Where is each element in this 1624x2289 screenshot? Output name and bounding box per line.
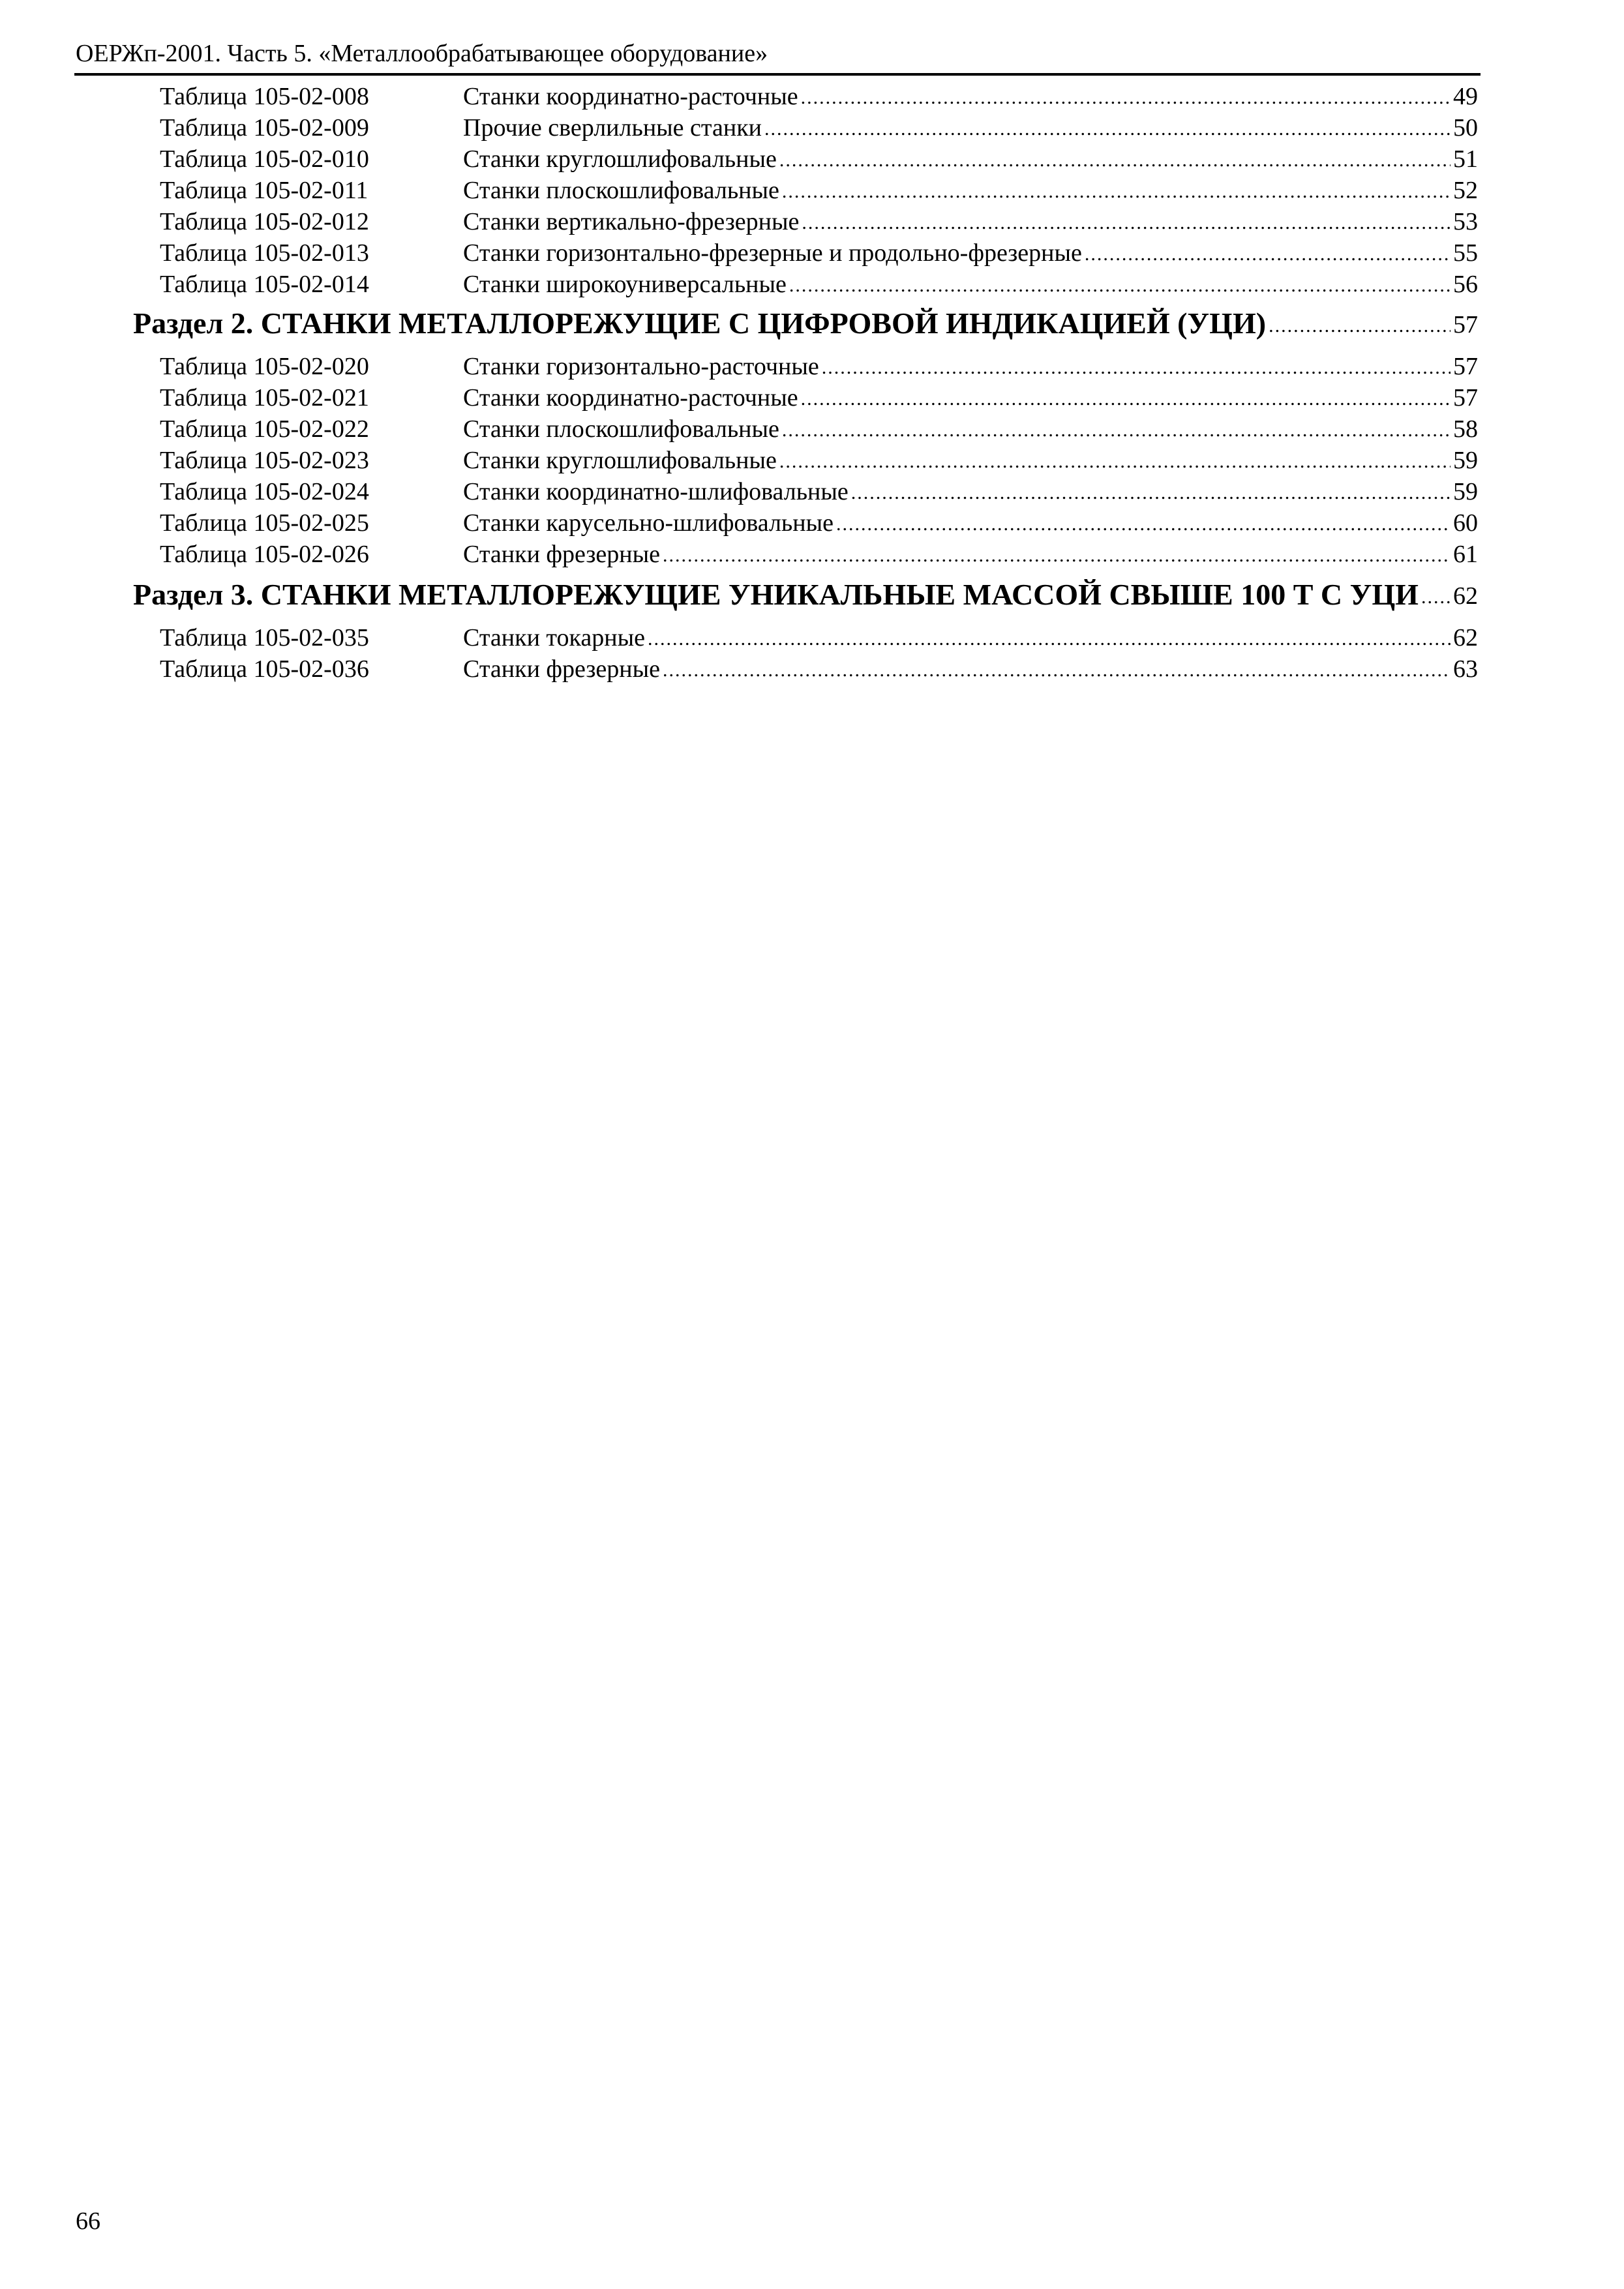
toc-entry-code: Таблица 105-02-014 (160, 271, 369, 298)
toc-entry-title: Станки координатно-расточные (463, 384, 798, 411)
toc-entry-code: Таблица 105-02-010 (160, 145, 369, 173)
toc-entry[interactable] (160, 269, 1478, 300)
toc-entry-page: 57 (1453, 353, 1478, 380)
section-title: Раздел 2. СТАНКИ МЕТАЛЛОРЕЖУЩИЕ С ЦИФРОВОЙ ИНДИКАЦИЕЙ (УЦИ) (133, 307, 1267, 340)
dot-leader (782, 413, 1451, 445)
toc-entry-title: Станки фрезерные (463, 655, 660, 683)
toc-entry[interactable] (160, 81, 1478, 112)
toc-entry-page: 49 (1453, 83, 1478, 110)
dot-leader (1421, 576, 1451, 613)
toc-entry-page: 51 (1453, 145, 1478, 173)
toc-entry-code: Таблица 105-02-024 (160, 478, 369, 505)
toc-entry-code: Таблица 105-02-021 (160, 384, 369, 411)
toc-entry-page: 63 (1453, 655, 1478, 683)
section-page: 62 (1453, 582, 1478, 610)
toc-entry[interactable] (160, 539, 1478, 570)
toc-entry[interactable] (160, 143, 1478, 175)
section-title: Раздел 3. СТАНКИ МЕТАЛЛОРЕЖУЩИЕ УНИКАЛЬНЫЕ МАССОЙ СВЫШЕ 100 Т С УЦИ (133, 578, 1419, 611)
toc-entry-code: Таблица 105-02-022 (160, 415, 369, 443)
toc-entry-title: Станки карусельно-шлифовальные (463, 509, 834, 537)
toc-entry-title: Станки плоскошлифовальные (463, 415, 779, 443)
toc-entry-code: Таблица 105-02-036 (160, 655, 369, 683)
toc-entry[interactable] (160, 237, 1478, 269)
toc-entry[interactable] (160, 445, 1478, 476)
toc-entry-code: Таблица 105-02-035 (160, 624, 369, 651)
toc-entry-code: Таблица 105-02-012 (160, 208, 369, 235)
dot-leader (782, 175, 1451, 206)
toc-entry-title: Станки плоскошлифовальные (463, 177, 779, 204)
toc-entry-page: 56 (1453, 271, 1478, 298)
toc-entry-title: Прочие сверлильные станки (463, 114, 762, 142)
dot-leader (779, 143, 1451, 175)
toc-entry-page: 61 (1453, 541, 1478, 568)
toc-entry-title: Станки координатно-расточные (463, 83, 798, 110)
toc-entry-page: 60 (1453, 509, 1478, 537)
toc-entry-title: Станки широкоуниверсальные (463, 271, 787, 298)
toc-entry-page: 50 (1453, 114, 1478, 142)
dot-leader (663, 653, 1451, 685)
dot-leader (789, 269, 1451, 300)
toc-entry-title: Станки круглошлифовальные (463, 447, 777, 474)
toc-entry[interactable] (160, 175, 1478, 206)
toc-entry-title: Станки горизонтально-фрезерные и продольно-фрезерные (463, 239, 1082, 267)
dot-leader (836, 507, 1451, 539)
toc-section-heading[interactable] (133, 576, 1478, 613)
toc-entry[interactable] (160, 112, 1478, 143)
toc-entry[interactable] (160, 382, 1478, 413)
toc-entry-title: Станки горизонтально-расточные (463, 353, 819, 380)
running-header: ОЕРЖп-2001. Часть 5. «Металлообрабатывающее оборудование» (76, 40, 768, 67)
toc-entry-title: Станки вертикально-фрезерные (463, 208, 800, 235)
header-rule (74, 73, 1481, 76)
dot-leader (851, 476, 1451, 507)
toc-entry[interactable] (160, 653, 1478, 685)
toc-entry-code: Таблица 105-02-013 (160, 239, 369, 267)
toc-entry[interactable] (160, 476, 1478, 507)
toc-entry-title: Станки токарные (463, 624, 646, 651)
toc-entry-page: 52 (1453, 177, 1478, 204)
toc-entry-page: 62 (1453, 624, 1478, 651)
toc-entry-code: Таблица 105-02-008 (160, 83, 369, 110)
dot-leader (663, 539, 1451, 570)
toc-entry[interactable] (160, 622, 1478, 653)
toc-entry[interactable] (160, 351, 1478, 382)
toc-entry-page: 57 (1453, 384, 1478, 411)
toc-entry-page: 53 (1453, 208, 1478, 235)
dot-leader (801, 382, 1451, 413)
toc-entry-code: Таблица 105-02-009 (160, 114, 369, 142)
dot-leader (648, 622, 1451, 653)
dot-leader (1269, 305, 1451, 342)
toc-entry-title: Станки координатно-шлифовальные (463, 478, 849, 505)
dot-leader (822, 351, 1451, 382)
toc-entry[interactable] (160, 206, 1478, 237)
toc-entry-page: 59 (1453, 447, 1478, 474)
toc-entry-code: Таблица 105-02-026 (160, 541, 369, 568)
dot-leader (1085, 237, 1451, 269)
section-page: 57 (1453, 311, 1478, 338)
toc-section-heading[interactable] (133, 305, 1478, 342)
dot-leader (779, 445, 1451, 476)
toc-entry-code: Таблица 105-02-025 (160, 509, 369, 537)
toc-entry-title: Станки фрезерные (463, 541, 660, 568)
toc-entry-code: Таблица 105-02-020 (160, 353, 369, 380)
toc-entry-code: Таблица 105-02-023 (160, 447, 369, 474)
toc-entry-page: 58 (1453, 415, 1478, 443)
toc-entry-code: Таблица 105-02-011 (160, 177, 368, 204)
toc-entry-page: 55 (1453, 239, 1478, 267)
toc-entry-page: 59 (1453, 478, 1478, 505)
page-number: 66 (76, 2207, 100, 2235)
dot-leader (801, 81, 1451, 112)
toc-entry-title: Станки круглошлифовальные (463, 145, 777, 173)
toc-entry[interactable] (160, 413, 1478, 445)
dot-leader (802, 206, 1451, 237)
dot-leader (764, 112, 1451, 143)
toc-entry[interactable] (160, 507, 1478, 539)
